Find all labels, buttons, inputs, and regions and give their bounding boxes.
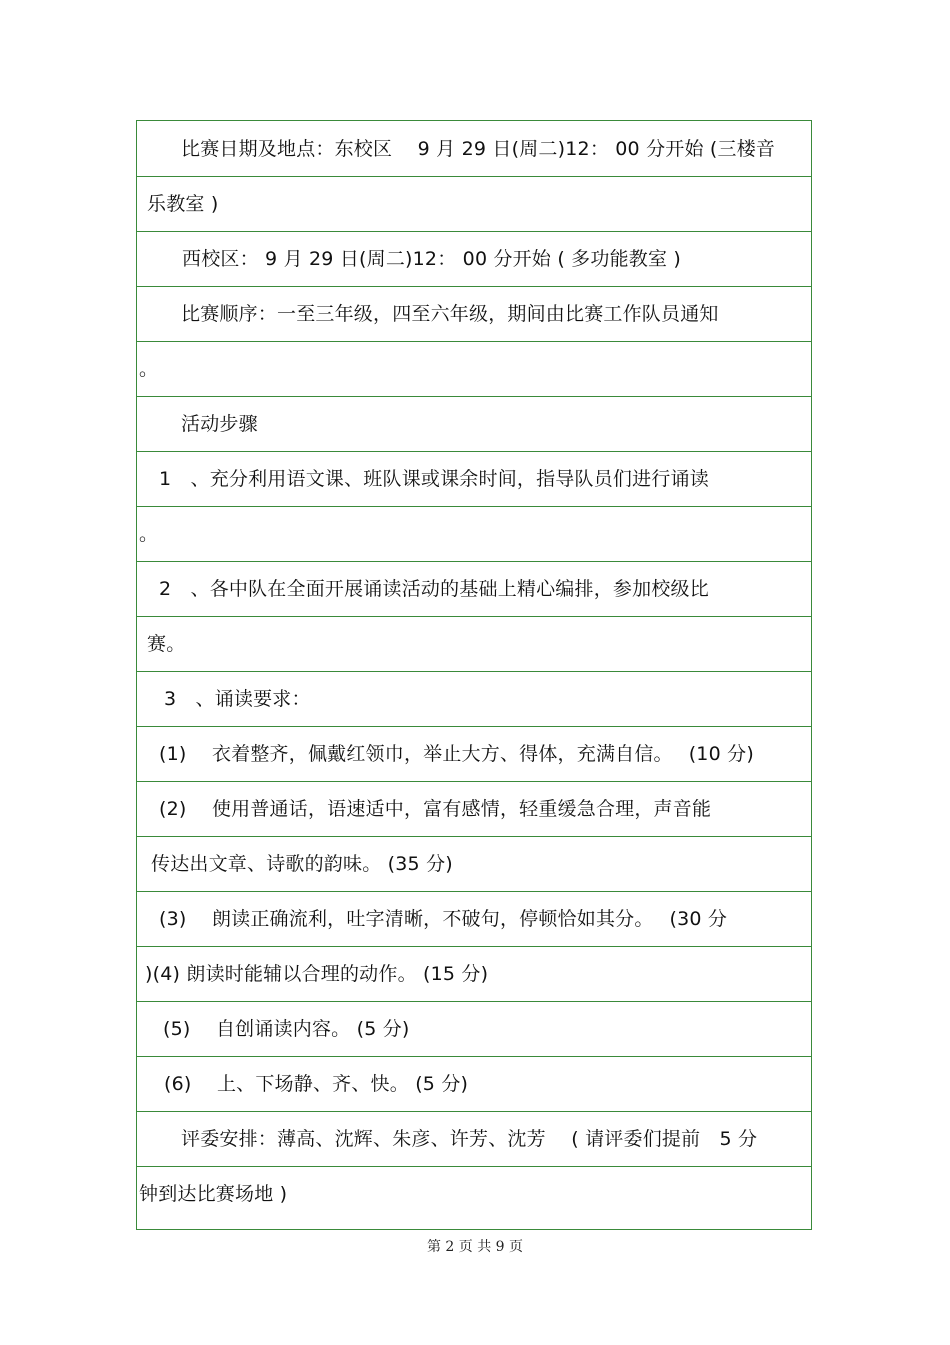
table-row	[137, 396, 811, 451]
row-text: 评委安排：薄高、沈辉、朱彦、许芳、沈芳 ( 请评委们提前 5 分	[181, 1128, 758, 1150]
table-row	[137, 121, 811, 176]
row-text: 。	[139, 358, 159, 380]
row-text: (2) 使用普通话，语速适中，富有感情，轻重缓急合理，声音能	[159, 798, 712, 820]
table-row	[137, 451, 811, 506]
row-text: (3) 朗读正确流利，吐字清晰，不破句，停顿恰如其分。 (30 分	[159, 908, 728, 930]
row-text: 2 、各中队在全面开展诵读活动的基础上精心编排，参加校级比	[159, 578, 709, 600]
table-row	[137, 1166, 811, 1221]
table-row	[137, 506, 811, 561]
row-text: 活动步骤	[181, 413, 258, 435]
table-row	[137, 176, 811, 231]
row-text: (5) 自创诵读内容。 (5 分)	[163, 1018, 410, 1040]
table-row	[137, 671, 811, 726]
content-table	[136, 120, 812, 1230]
row-text: 西校区： 9 月 29 日(周二)12： 00 分开始 ( 多功能教室 )	[182, 248, 682, 270]
row-text: 乐教室 )	[147, 193, 219, 215]
page-footer: 第 2 页 共 9 页	[426, 1239, 524, 1255]
table-row	[137, 561, 811, 616]
row-text: 比赛顺序：一至三年级，四至六年级，期间由比赛工作队员通知	[181, 303, 719, 325]
row-text: 比赛日期及地点：东校区 9 月 29 日(周二)12： 00 分开始 (三楼音	[181, 137, 776, 160]
row-text: )(4) 朗读时能辅以合理的动作。 (15 分)	[145, 963, 489, 985]
table-row	[137, 891, 811, 946]
row-text: 3 、诵读要求：	[164, 688, 311, 710]
table-row	[137, 1056, 811, 1111]
table-row	[137, 946, 811, 1001]
table-row	[137, 286, 811, 341]
table-row	[137, 341, 811, 396]
row-text: 传达出文章、诗歌的韵味。 (35 分)	[151, 853, 453, 875]
row-text: 。	[139, 523, 159, 545]
row-text: (1) 衣着整齐，佩戴红领巾，举止大方、得体，充满自信。 (10 分)	[159, 743, 754, 765]
row-text: (6) 上、下场静、齐、快。 (5 分)	[164, 1073, 469, 1095]
table-row	[137, 781, 811, 836]
table-row	[137, 616, 811, 671]
table-row	[137, 1111, 811, 1166]
row-text: 1 、充分利用语文课、班队课或课余时间，指导队员们进行诵读	[159, 468, 709, 490]
row-text: 钟到达比赛场地 )	[139, 1183, 288, 1205]
table-row	[137, 726, 811, 781]
table-row	[137, 1001, 811, 1056]
row-text: 赛。	[147, 633, 186, 655]
table-row	[137, 231, 811, 286]
table-row	[137, 836, 811, 891]
